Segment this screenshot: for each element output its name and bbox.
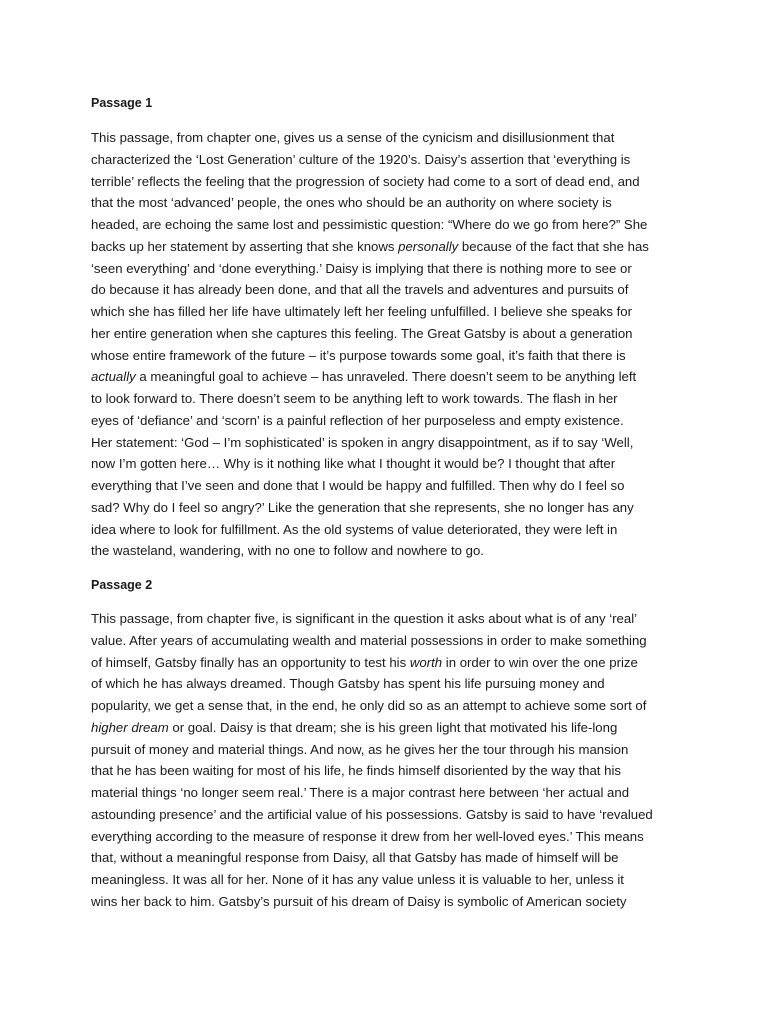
passage-2-line: that, without a meaningful response from Daisy, all that Gatsby has made of himself will be (91, 850, 619, 866)
passage-2-line: pursuit of money and material things. And now, as he gives her the tour through his mansion (91, 741, 629, 757)
passage-1-line: that the most ‘advanced’ people, the ones who should be an authority on where society is (91, 195, 612, 211)
passage-1-line: to look forward to. There doesn’t seem to be anything left to work towards. The flash in her (91, 391, 618, 406)
passage-1-line: actually a meaningful goal to achieve – has unraveled. There doesn’t seem to be anything left (91, 369, 637, 385)
passage-2-line: of which he has always dreamed. Though Gatsby has spent his life pursuing money and (91, 676, 605, 692)
passage-2-line: wins her back to him. Gatsby’s pursuit of his dream of Daisy is symbolic of American society (91, 893, 627, 909)
passage-1-line: eyes of ‘defiance’ and ‘scorn’ is a painful reflection of her purposeless and empty existence. (91, 412, 624, 428)
passage-2-heading: Passage 2 (91, 578, 153, 592)
passage-1-line: do because it has already been done, and that all the travels and adventures and pursuits of (91, 282, 629, 298)
passage-1-line: sad? Why do I feel so angry?’ Like the generation that she represents, she no longer has any (91, 499, 634, 515)
passage-2-line: everything according to the measure of response it drew from her well-loved eyes.’ This means (91, 828, 644, 844)
italic-emphasis: higher dream (91, 719, 169, 735)
passage-1-line: whose entire framework of the future – it’s purpose towards some goal, it’s faith that there is (91, 347, 626, 363)
passage-1-line: terrible’ reflects the feeling that the progression of society had come to a sort of dead end, and (91, 173, 640, 189)
italic-emphasis: worth (409, 654, 443, 670)
passage-2-line: popularity, we get a sense that, in the end, he only did so as an attempt to achieve some sort of (91, 698, 647, 713)
passage-1-line: everything that I’ve seen and done that I would be happy and fulfilled. Then why do I feel so (91, 478, 625, 493)
passage-1-line: her entire generation when she captures this feeling. The Great Gatsby is about a generation (91, 325, 633, 341)
passage-1-line: Her statement: ‘God – I’m sophisticated’ is spoken in angry disappointment, as if to say ‘Well, (91, 434, 634, 450)
passage-1-line: the wasteland, wandering, with no one to follow and nowhere to go. (91, 543, 484, 559)
italic-emphasis: personally (398, 238, 459, 254)
passage-1-line: This passage, from chapter one, gives us a sense of the cynicism and disillusionment that (91, 130, 615, 145)
passage-1-line: ‘seen everything’ and ‘done everything.’ Daisy is implying that there is nothing more to see or (91, 260, 632, 276)
passage-1-line: idea where to look for fulfillment. As the old systems of value deteriorated, they were left in (91, 521, 618, 537)
italic-emphasis: actually (91, 369, 136, 385)
passage-2-line: value. After years of accumulating wealth and material possessions in order to make something (91, 632, 647, 648)
passage-2-line: This passage, from chapter five, is significant in the question it asks about what is of any ‘real’ (91, 611, 638, 626)
passage-2-line: that he has been waiting for most of his life, he finds himself disoriented by the way that his (91, 763, 621, 779)
passage-1-line: backs up her statement by asserting that she knows personally because of the fact that she has (91, 238, 649, 254)
passage-2-line: meaningless. It was all for her. None of it has any value unless it is valuable to her, unless it (91, 872, 624, 887)
passage-1-paragraph (91, 127, 691, 562)
passage-1-line: characterized the ‘Lost Generation’ culture of the 1920’s. Daisy’s assertion that ‘everything is (91, 151, 631, 167)
passage-2-line: of himself, Gatsby finally has an opportunity to test his worth in order to win over the one prize (91, 654, 638, 670)
passage-1-line: which she has filled her life have ultimately left her feeling unfulfilled. I believe she speaks for (91, 304, 632, 319)
passage-1-heading: Passage 1 (91, 96, 153, 110)
passage-1-line: now I’m gotten here… Why is it nothing like what I thought it would be? I thought that after (91, 456, 616, 472)
passage-2-line: material things ‘no longer seem real.’ There is a major contrast here between ‘her actual and (91, 785, 630, 800)
passage-2-line: astounding presence’ and the artificial value of his possessions. Gatsby is said to have ‘revalued (91, 806, 653, 822)
passage-1-line: headed, are echoing the same lost and pessimistic question: “Where do we go from here?” She (91, 217, 648, 232)
passage-2-paragraph (91, 608, 691, 913)
passage-2-line: higher dream or goal. Daisy is that dream; she is his green light that motivated his life-long (91, 719, 618, 735)
